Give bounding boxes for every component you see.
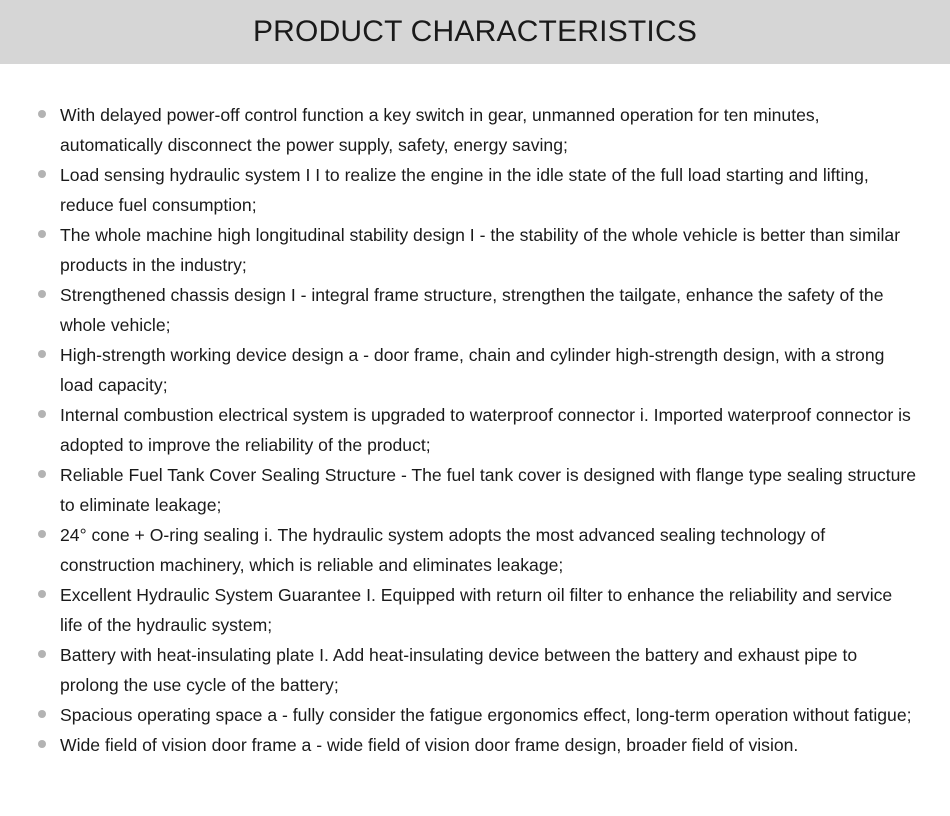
list-item	[38, 220, 918, 280]
page-title: PRODUCT CHARACTERISTICS	[252, 15, 698, 48]
list-item	[38, 100, 918, 160]
bullet-icon	[38, 470, 46, 478]
list-item	[38, 580, 918, 640]
bullet-icon	[38, 710, 46, 718]
bullet-icon	[38, 650, 46, 658]
list-item-text: Load sensing hydraulic system I I to realize the engine in the idle state of the full load starting and lifting, reduce fuel consumption;	[60, 165, 869, 215]
list-item-text: Internal combustion electrical system is upgraded to waterproof connector i. Imported waterproof connector is adopted to improve the reliability of the product;	[60, 405, 911, 455]
feature-list	[38, 100, 918, 760]
list-item	[38, 340, 918, 400]
bullet-icon	[38, 740, 46, 748]
list-item	[38, 700, 918, 730]
list-item-text: Battery with heat-insulating plate I. Add heat-insulating device between the battery and exhaust pipe to prolong the use cycle of the battery;	[60, 645, 858, 695]
bullet-icon	[38, 110, 46, 118]
list-item	[38, 400, 918, 460]
bullet-icon	[38, 230, 46, 238]
list-item-text: High-strength working device design a - door frame, chain and cylinder high-strength design, with a strong load capacity;	[60, 345, 885, 395]
list-item-text: 24° cone + O-ring sealing i. The hydraulic system adopts the most advanced sealing technology of construction machinery, which is reliable and eliminates leakage;	[60, 525, 826, 575]
list-item-text: Reliable Fuel Tank Cover Sealing Structure - The fuel tank cover is designed with flange type sealing structure to eliminate leakage;	[60, 465, 917, 515]
bullet-icon	[38, 350, 46, 358]
list-item	[38, 160, 918, 220]
list-item-text: Excellent Hydraulic System Guarantee I. Equipped with return oil filter to enhance the reliability and service life of the hydraulic system;	[60, 585, 893, 635]
bullet-icon	[38, 290, 46, 298]
list-item-text: Spacious operating space a - fully consider the fatigue ergonomics effect, long-term operation without fatigue;	[60, 705, 912, 725]
bullet-icon	[38, 590, 46, 598]
list-item-text: Wide field of vision door frame a - wide field of vision door frame design, broader field of vision.	[60, 735, 799, 755]
bullet-icon	[38, 530, 46, 538]
list-item-text: Strengthened chassis design I - integral frame structure, strengthen the tailgate, enhance the safety of the whole vehicle;	[60, 285, 884, 335]
bullet-icon	[38, 410, 46, 418]
list-item	[38, 520, 918, 580]
list-item	[38, 640, 918, 700]
header-banner	[0, 0, 950, 64]
list-item-text: The whole machine high longitudinal stability design I - the stability of the whole vehicle is better than similar products in the industry;	[60, 225, 901, 275]
list-item	[38, 460, 918, 520]
list-item-text: With delayed power-off control function a key switch in gear, unmanned operation for ten minutes, automatically disconnect the power supply, safety, energy saving;	[60, 105, 820, 155]
bullet-icon	[38, 170, 46, 178]
list-item	[38, 730, 918, 760]
list-item	[38, 280, 918, 340]
